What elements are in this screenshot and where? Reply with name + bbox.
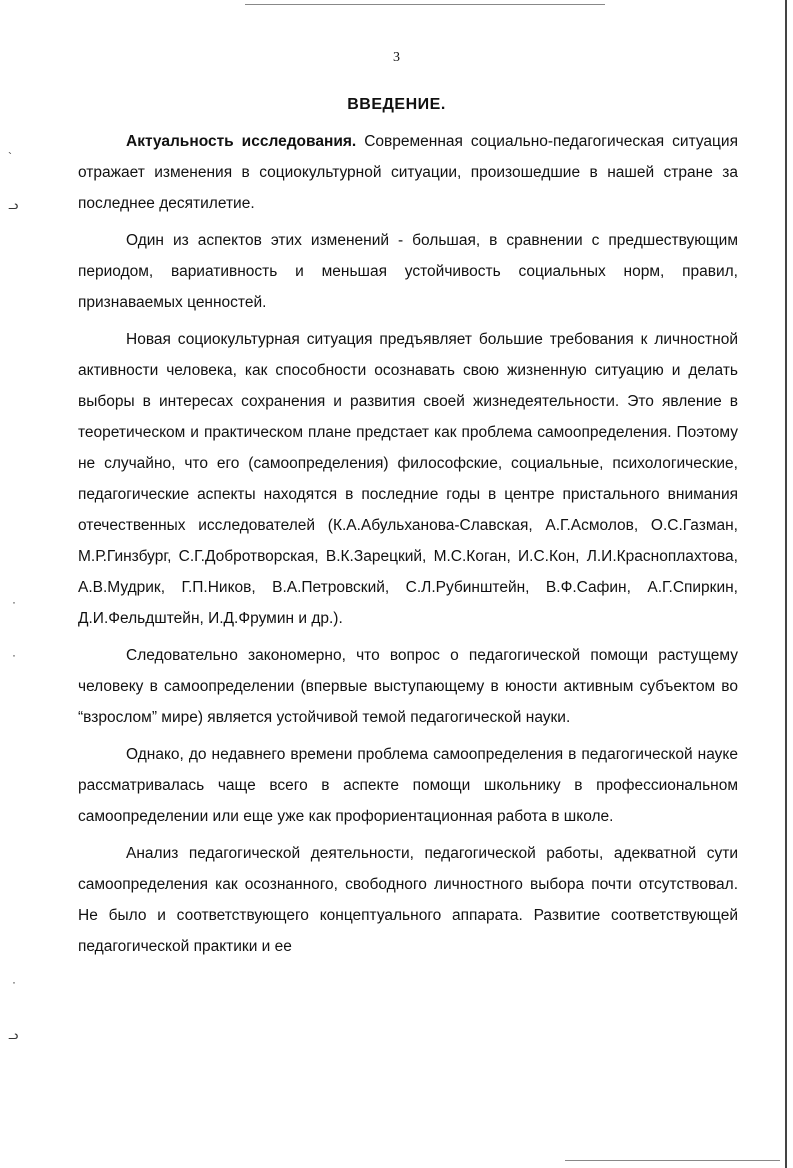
paragraph (78, 640, 738, 733)
scan-margin-mark: ᓗ (8, 1028, 19, 1042)
paragraph (78, 739, 738, 832)
scan-margin-mark: ᓗ (8, 198, 19, 212)
paragraph (78, 126, 738, 219)
scan-margin-mark: · (12, 648, 16, 662)
scan-top-edge-line (245, 4, 605, 5)
paragraph (78, 324, 738, 634)
paragraph (78, 838, 738, 962)
paragraph-text: Один из аспектов этих изменений - большая, в сравнении с предшествующим периодом, вариативность и меньшая устойчивость социальных норм, правил, признаваемых ценностей. (78, 232, 738, 311)
section-title: ВВЕДЕНИЕ. (347, 96, 446, 113)
paragraph-text: Анализ педагогической деятельности, педагогической работы, адекватной сути самоопределения как осознанного, свободного личностного выбора почти отсутствовал. Не было и соответствующего концептуального аппарата. Развитие соответствующей педагогической практики и ее (78, 845, 738, 955)
paragraph-text: Однако, до недавнего времени проблема самоопределения в педагогической науке рассматривалась чаще всего в аспекте помощи школьнику в профессиональном самоопределении или еще уже как профориентационная работа в школе. (78, 746, 738, 825)
scan-right-edge-line (785, 0, 787, 1168)
scan-margin-mark: ` (8, 150, 12, 164)
paragraph-lead: Актуальность исследования. (126, 133, 357, 150)
page-number: 3 (393, 50, 400, 65)
paragraph-text: Следовательно закономерно, что вопрос о педагогической помощи растущему человеку в самоопределении (впервые выступающему в юности активным субъектом во “взрослом” мире) является устойчивой темой педагогической науки. (78, 647, 738, 726)
scan-bottom-edge-line (565, 1160, 780, 1161)
scan-margin-mark: · (12, 975, 16, 989)
body-text (78, 126, 738, 968)
scan-margin-mark: · (12, 595, 16, 609)
paragraph-text: Новая социокультурная ситуация предъявляет большие требования к личностной активности человека, как способности осознавать свою жизненную ситуацию и делать выборы в интересах сохранения и развития своей жизнедеятельности. Это явление в теоретическом и практическом плане предстает как проблема самоопределения. Поэтому не случайно, что его (самоопределения) философские, социальные, психологические, педагогические аспекты находятся в последние годы в центре пристального внимания отечественных исследователей (К.А.Абульханова-Славская, А.Г.Асмолов, О.С.Газман, М.Р.Гинзбург, С.Г.Добротворская, В.К.Зарецкий, М.С.Коган, И.С.Кон, Л.И.Красноплахтова, А.В.Мудрик, Г.П.Ников, В.А.Петровский, С.Л.Рубинштейн, В.Ф.Сафин, А.Г.Спиркин, Д.И.Фельдштейн, И.Д.Фрумин и др.). (78, 331, 738, 627)
paragraph-text: Современная социально-педагогическая ситуация отражает изменения в социокультурной ситуации, произошедшие в нашей стране за последнее десятилетие. (78, 133, 738, 212)
paragraph (78, 225, 738, 318)
